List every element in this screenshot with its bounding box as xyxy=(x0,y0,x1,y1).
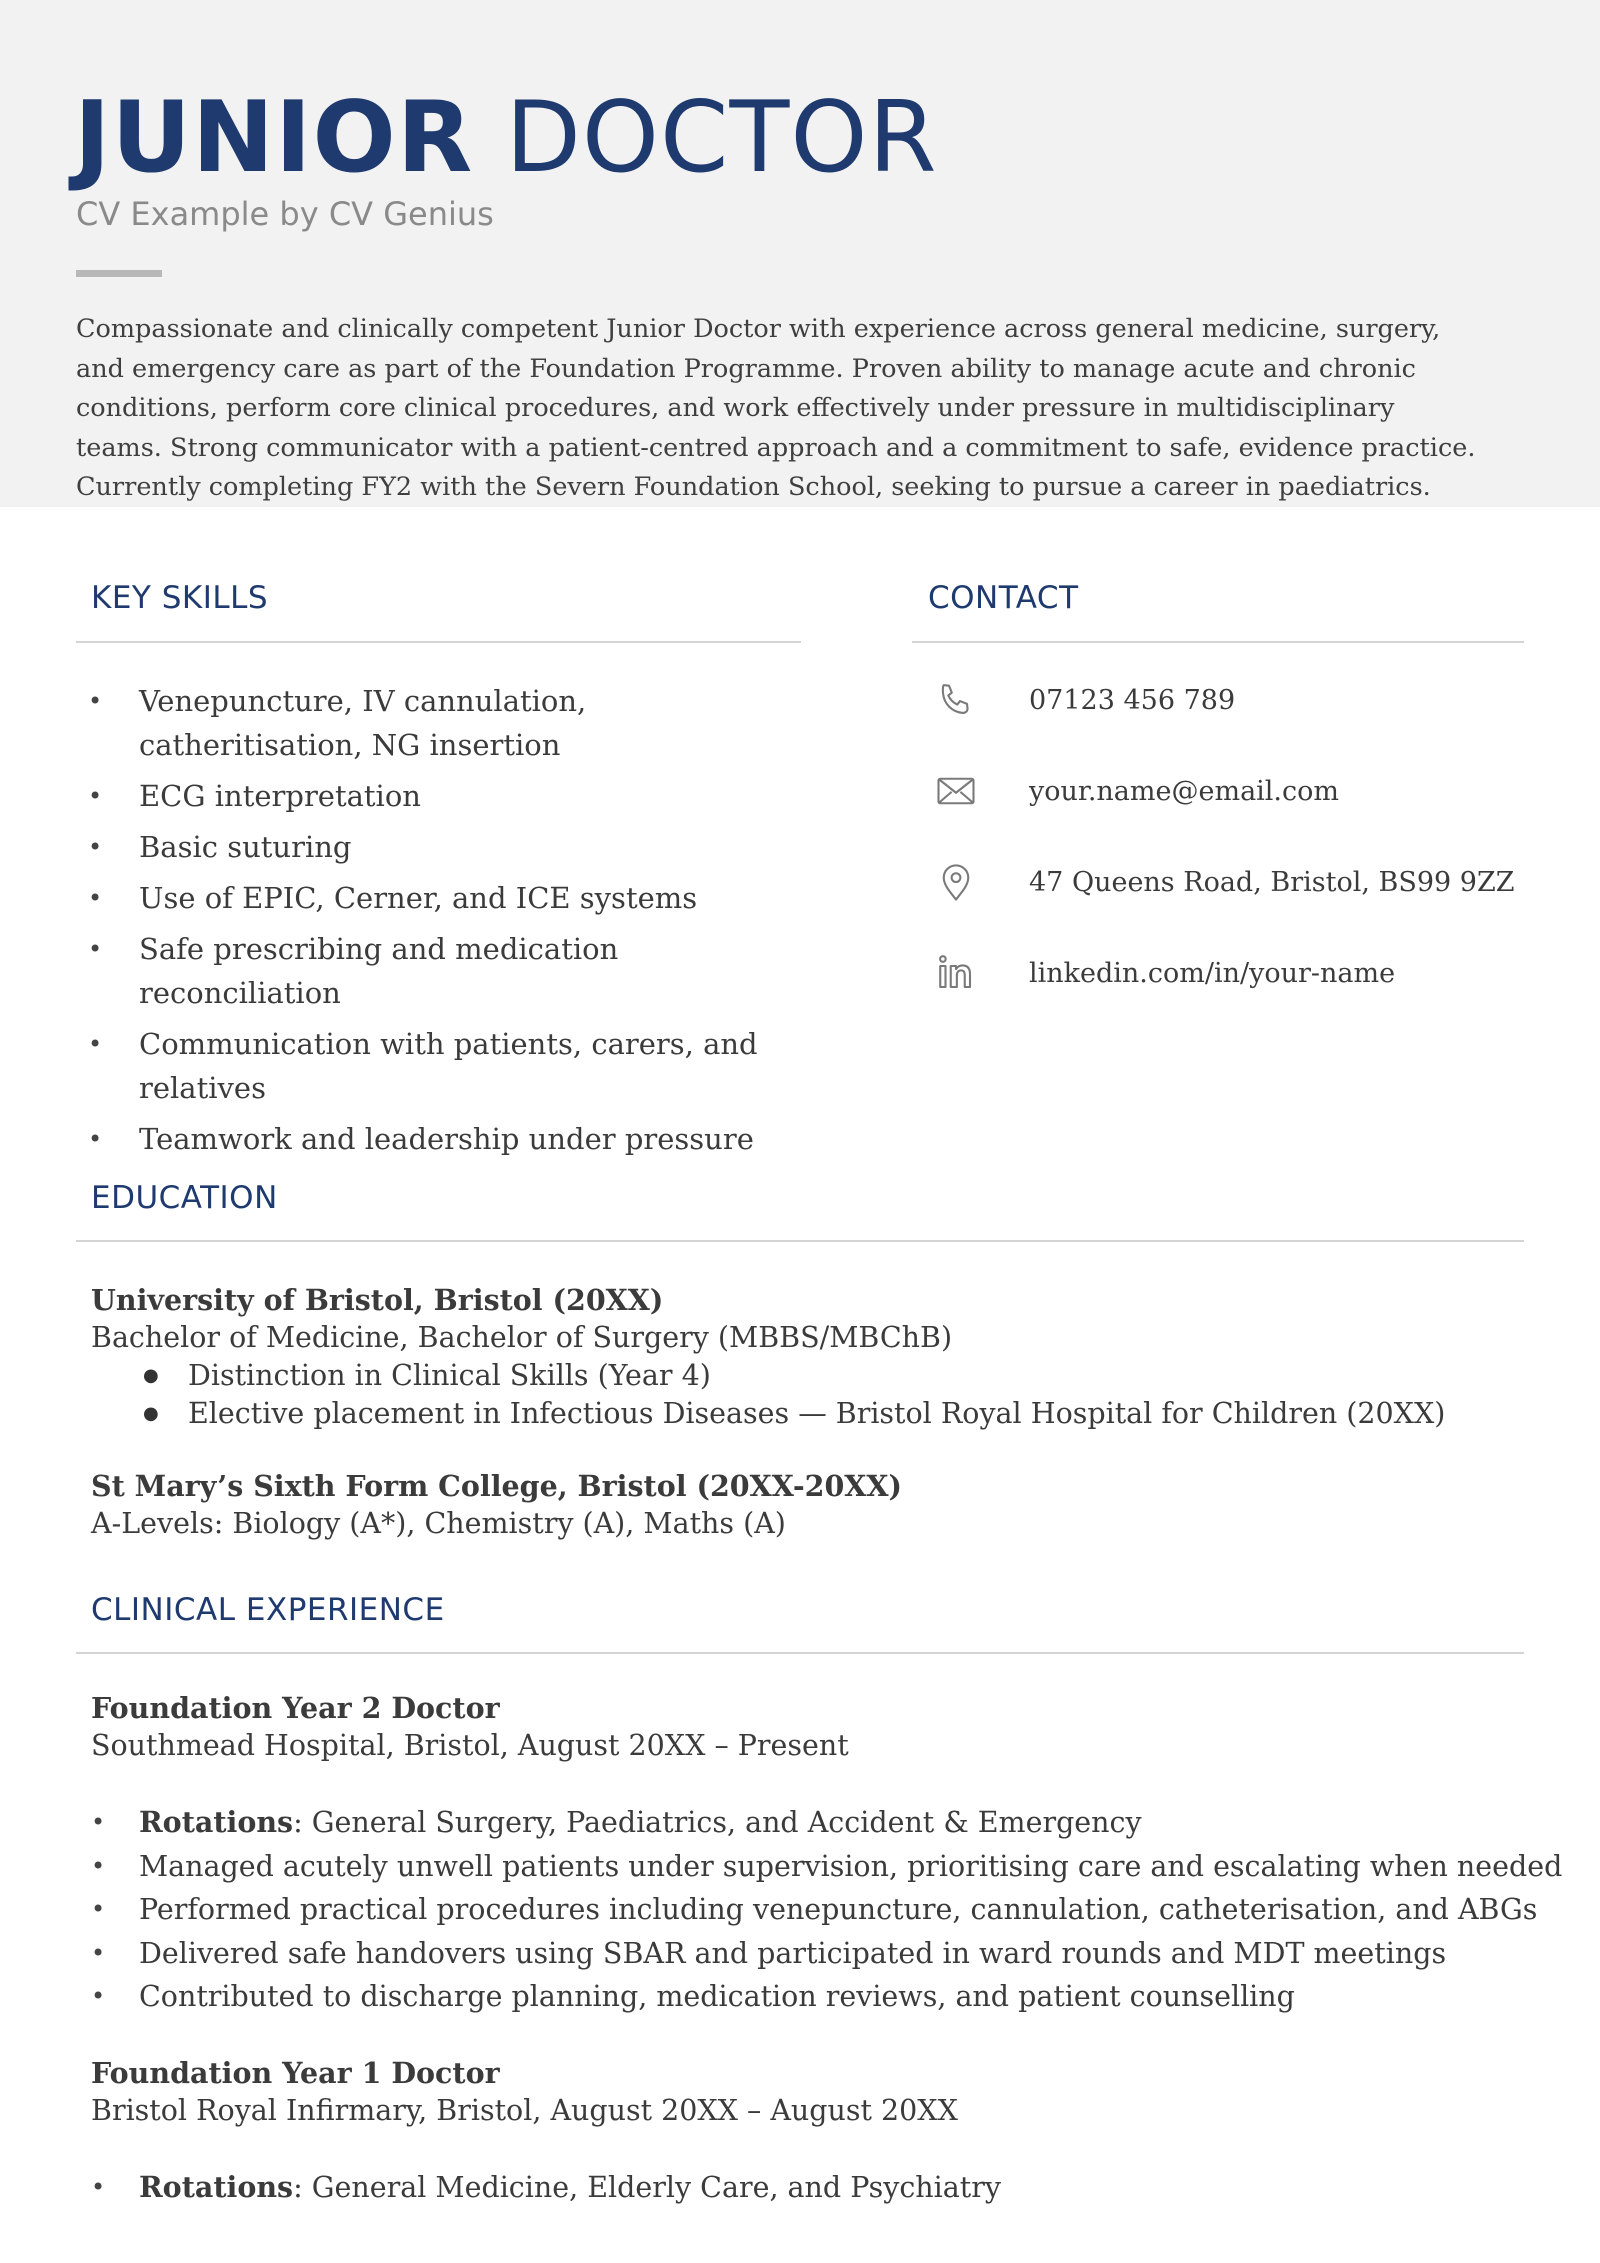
accent-divider xyxy=(76,270,162,277)
skills-heading: KEY SKILLS xyxy=(91,580,269,616)
contact-rule xyxy=(912,641,1524,643)
job-role: Foundation Year 2 Doctor xyxy=(91,1691,500,1725)
linkedin-icon xyxy=(935,952,977,994)
title-light: DOCTOR xyxy=(505,81,938,195)
job-bullets xyxy=(91,1801,1563,2019)
skills-rule xyxy=(76,641,801,643)
education-rule xyxy=(76,1240,1524,1242)
location-icon xyxy=(935,861,977,903)
skill-item: • Basic suturing xyxy=(88,825,808,869)
contact-email[interactable]: your.name@email.com xyxy=(1029,775,1339,807)
contact-email-row xyxy=(935,766,1339,816)
skill-item: • Venepuncture, IV cannulation, catheritisation, NG insertion xyxy=(88,679,808,767)
cv-subtitle: CV Example by CV Genius xyxy=(76,195,494,233)
job-bullet xyxy=(91,1801,1541,1845)
education-entry xyxy=(91,1467,1511,1543)
contact-address-row xyxy=(935,857,1515,907)
profile-summary: Compassionate and clinically competent Junior Doctor with experience across general medicine, surgery, and emergency care as part of the Foundation Programme. Proven ability to manage acute and chronic conditions, perform core clinical procedures, and work effectively under pressure in multidisciplinary teams. Strong communicator with a patient-centred approach and a commitment to safe, evidence practice. Currently completing FY2 with the Severn Foundation School, seeking to pursue a career in paediatrics. xyxy=(76,314,1476,502)
skill-item: • Teamwork and leadership under pressure xyxy=(88,1117,808,1161)
phone-icon xyxy=(935,679,977,721)
title-bold: JUNIOR xyxy=(74,81,474,195)
education-bullet: ● Elective placement in Infectious Diseases — Bristol Royal Hospital for Children (20XX) xyxy=(91,1395,1511,1433)
education-degree: A-Levels: Biology (A*), Chemistry (A), Maths (A) xyxy=(91,1507,786,1540)
experience-rule xyxy=(76,1652,1524,1654)
education-degree: Bachelor of Medicine, Bachelor of Surgery (MBBS/MBChB) xyxy=(91,1321,953,1354)
rotations-label: Rotations xyxy=(139,2170,294,2204)
job-place: Bristol Royal Infirmary, Bristol, August 20XX – August 20XX xyxy=(91,2094,958,2127)
contact-phone-row xyxy=(935,675,1235,725)
skill-item: • Safe prescribing and medication reconciliation xyxy=(88,927,808,1015)
rotations-text: : General Medicine, Elderly Care, and Psychiatry xyxy=(293,2171,1001,2204)
education-heading-line: University of Bristol, Bristol (20XX) xyxy=(91,1283,664,1317)
job-bullet: • Delivered safe handovers using SBAR and participated in ward rounds and MDT meetings xyxy=(91,1932,1541,1976)
rotations-text: : General Surgery, Paediatrics, and Accident & Emergency xyxy=(293,1806,1142,1839)
header-band xyxy=(0,0,1600,507)
skills-list xyxy=(88,679,808,1168)
job-bullet: • Managed acutely unwell patients under supervision, prioritising care and escalating when needed xyxy=(91,1845,1541,1889)
job-bullet: • Contributed to discharge planning, medication reviews, and patient counselling xyxy=(91,1975,1541,2019)
job-entry xyxy=(91,1689,1511,1765)
job-place: Southmead Hospital, Bristol, August 20XX – Present xyxy=(91,1729,849,1762)
job-bullet: • Performed practical procedures including venepuncture, cannulation, catheterisation, and ABGs xyxy=(91,1888,1541,1932)
email-icon xyxy=(935,770,977,812)
contact-phone[interactable]: 07123 456 789 xyxy=(1029,684,1236,716)
education-heading-line: St Mary’s Sixth Form College, Bristol (20XX-20XX) xyxy=(91,1469,903,1503)
skill-item: • Use of EPIC, Cerner, and ICE systems xyxy=(88,876,808,920)
contact-address: 47 Queens Road, Bristol, BS99 9ZZ xyxy=(1029,866,1515,898)
job-entry xyxy=(91,2054,1511,2130)
job-bullets xyxy=(91,2166,1541,2210)
education-entry xyxy=(91,1281,1511,1433)
job-role: Foundation Year 1 Doctor xyxy=(91,2056,500,2090)
contact-heading: CONTACT xyxy=(928,580,1079,616)
contact-linkedin[interactable]: linkedin.com/in/your-name xyxy=(1029,957,1396,989)
education-heading: EDUCATION xyxy=(91,1180,278,1216)
rotations-label: Rotations xyxy=(139,1805,294,1839)
skill-item: • Communication with patients, carers, and relatives xyxy=(88,1022,808,1110)
education-bullet: ● Distinction in Clinical Skills (Year 4) xyxy=(91,1357,1511,1395)
experience-heading: CLINICAL EXPERIENCE xyxy=(91,1592,445,1628)
skill-item: • ECG interpretation xyxy=(88,774,808,818)
education-bullets xyxy=(91,1357,1511,1433)
cv-title xyxy=(74,78,938,198)
contact-linkedin-row xyxy=(935,948,1395,998)
job-bullet xyxy=(91,2166,1541,2210)
